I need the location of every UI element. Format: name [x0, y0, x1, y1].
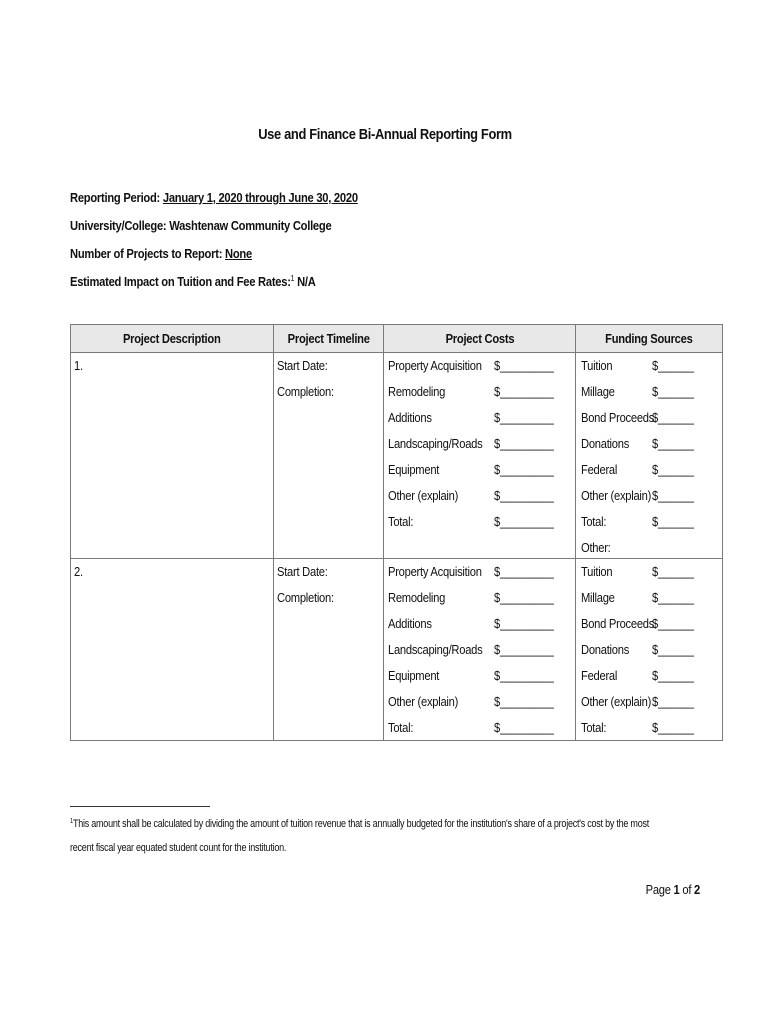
cost-item-label: Other (explain) — [388, 488, 459, 503]
cost-item-label: Property Acquisition — [388, 564, 482, 579]
number-of-projects-value: None — [225, 246, 252, 261]
table-row — [71, 353, 723, 559]
funding-item-label: Donations — [581, 642, 630, 657]
cost-amount-field[interactable]: $_________ — [494, 488, 554, 503]
number-of-projects-label: Number of Projects to Report: — [70, 246, 223, 261]
cost-amount-field[interactable]: $_________ — [494, 720, 554, 735]
cost-item-label: Equipment — [388, 668, 440, 683]
estimated-impact — [70, 274, 316, 289]
footnote-marker: 1 — [290, 274, 295, 283]
cost-item-label: Remodeling — [388, 384, 446, 399]
funding-amount-field[interactable]: $______ — [652, 436, 694, 451]
funding-amount-field[interactable]: $______ — [652, 358, 694, 373]
form-title: Use and Finance Bi-Annual Reporting Form — [258, 126, 512, 143]
funding-item-label: Federal — [581, 668, 618, 683]
footnote-number: 1 — [70, 818, 73, 825]
footnote-separator — [70, 806, 210, 807]
funding-other-label: Other: — [581, 540, 611, 555]
completion-label: Completion: — [277, 590, 334, 605]
reporting-period-label: Reporting Period: — [70, 190, 161, 205]
funding-amount-field[interactable]: $______ — [652, 488, 694, 503]
funding-amount-field[interactable]: $______ — [652, 720, 694, 735]
funding-item-label: Donations — [581, 436, 630, 451]
university-label: University/College: — [70, 218, 167, 233]
funding-item-label: Other (explain) — [581, 694, 652, 709]
university-value: Washtenaw Community College — [169, 218, 332, 233]
cost-item-label: Other (explain) — [388, 694, 459, 709]
cost-item-label: Remodeling — [388, 590, 446, 605]
cost-item-label: Equipment — [388, 462, 440, 477]
project-number: 1. — [74, 358, 83, 373]
header-project-description: Project Description — [71, 325, 274, 353]
start-date-label: Start Date: — [277, 564, 328, 579]
cost-amount-field[interactable]: $_________ — [494, 410, 554, 425]
cost-item-label: Landscaping/Roads — [388, 642, 483, 657]
funding-item-label: Total: — [581, 720, 607, 735]
number-of-projects — [70, 246, 252, 261]
funding-amount-field[interactable]: $______ — [652, 462, 694, 477]
funding-item-label: Tuition — [581, 358, 613, 373]
funding-amount-field[interactable]: $______ — [652, 642, 694, 657]
project-description-cell[interactable] — [71, 559, 274, 741]
cost-amount-field[interactable]: $_________ — [494, 694, 554, 709]
table-row — [71, 559, 723, 741]
estimated-impact-label: Estimated Impact on Tuition and Fee Rates: — [70, 274, 291, 289]
funding-item-label: Millage — [581, 384, 615, 399]
funding-sources-cell — [576, 353, 723, 559]
cost-amount-field[interactable]: $_________ — [494, 514, 554, 529]
funding-item-label: Federal — [581, 462, 618, 477]
cost-item-label: Landscaping/Roads — [388, 436, 483, 451]
reporting-period-value: January 1, 2020 through June 30, 2020 — [162, 190, 358, 205]
cost-amount-field[interactable]: $_________ — [494, 616, 554, 631]
funding-amount-field[interactable]: $______ — [652, 410, 694, 425]
project-costs-cell — [384, 559, 576, 741]
funding-amount-field[interactable]: $______ — [652, 590, 694, 605]
funding-amount-field[interactable]: $______ — [652, 564, 694, 579]
cost-item-label: Additions — [388, 410, 432, 425]
page-number: Page 1 of 2 — [645, 882, 700, 897]
projects-table — [70, 324, 723, 741]
estimated-impact-value: N/A — [297, 274, 316, 289]
cost-amount-field[interactable]: $_________ — [494, 462, 554, 477]
cost-amount-field[interactable]: $_________ — [494, 642, 554, 657]
funding-amount-field[interactable]: $______ — [652, 384, 694, 399]
table-header-row — [71, 325, 723, 353]
funding-item-label: Bond Proceeds — [581, 616, 655, 631]
header-project-timeline: Project Timeline — [274, 325, 384, 353]
project-costs-cell — [384, 353, 576, 559]
cost-amount-field[interactable]: $_________ — [494, 590, 554, 605]
start-date-label: Start Date: — [277, 358, 328, 373]
cost-amount-field[interactable]: $_________ — [494, 384, 554, 399]
funding-amount-field[interactable]: $______ — [652, 694, 694, 709]
header-project-costs: Project Costs — [384, 325, 576, 353]
funding-item-label: Bond Proceeds — [581, 410, 655, 425]
university — [70, 218, 331, 233]
funding-amount-field[interactable]: $______ — [652, 514, 694, 529]
cost-item-label: Property Acquisition — [388, 358, 482, 373]
footnote-line-2: recent fiscal year equated student count for the institution. — [70, 842, 287, 854]
funding-amount-field[interactable]: $______ — [652, 616, 694, 631]
cost-item-label: Additions — [388, 616, 432, 631]
project-number: 2. — [74, 564, 83, 579]
cost-amount-field[interactable]: $_________ — [494, 564, 554, 579]
funding-item-label: Tuition — [581, 564, 613, 579]
cost-amount-field[interactable]: $_________ — [494, 358, 554, 373]
project-timeline-cell[interactable] — [274, 559, 384, 741]
cost-item-label: Total: — [388, 514, 414, 529]
funding-sources-cell — [576, 559, 723, 741]
project-description-cell[interactable] — [71, 353, 274, 559]
cost-amount-field[interactable]: $_________ — [494, 436, 554, 451]
funding-item-label: Other (explain) — [581, 488, 652, 503]
funding-item-label: Millage — [581, 590, 615, 605]
completion-label: Completion: — [277, 384, 334, 399]
funding-amount-field[interactable]: $______ — [652, 668, 694, 683]
cost-item-label: Total: — [388, 720, 414, 735]
footnote-line-1: $^1$This amount shall be calculated by dividing the amount of tuition revenue that is annually budgeted for the institution's share of a project's cost by the most — [70, 818, 649, 830]
funding-item-label: Total: — [581, 514, 607, 529]
reporting-period — [70, 190, 358, 205]
cost-amount-field[interactable]: $_________ — [494, 668, 554, 683]
project-timeline-cell[interactable] — [274, 353, 384, 559]
header-funding-sources: Funding Sources — [576, 325, 723, 353]
